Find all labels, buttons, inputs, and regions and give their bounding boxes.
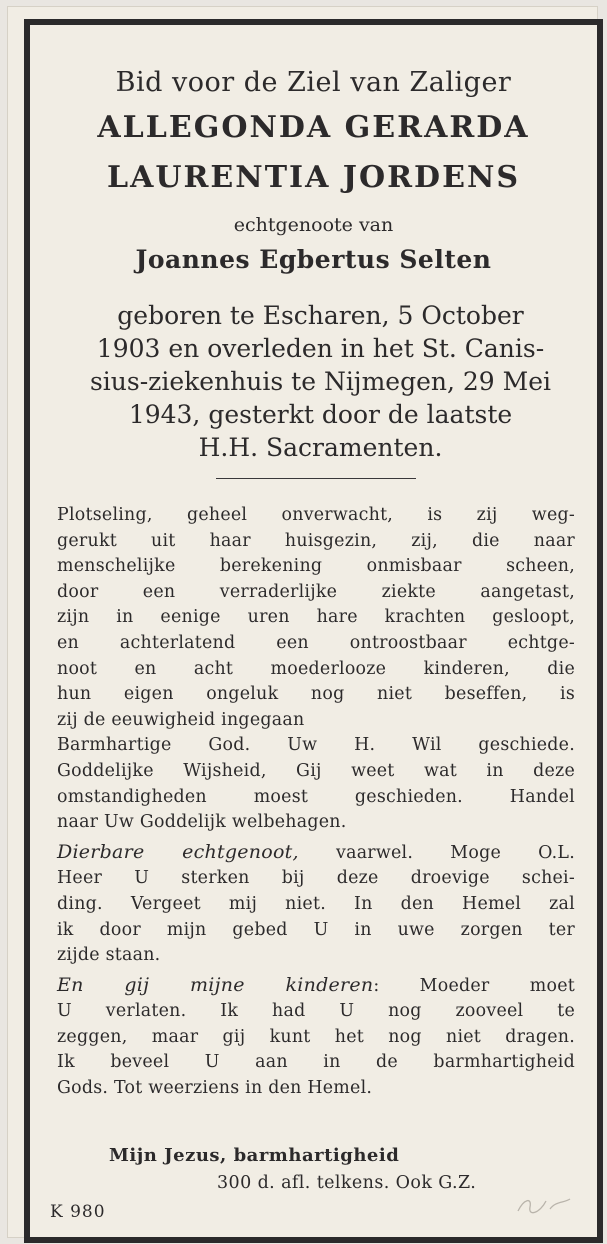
- spouse-address: Dierbare echtgenoot,: [57, 840, 299, 863]
- text-line: Barmhartige God. Uw H. Wil geschiede.: [57, 735, 575, 756]
- text-fragment: vaarwel. Moge O.L.: [336, 842, 575, 863]
- birth-death-line: 1943, gesterkt door de laatste: [128, 400, 513, 429]
- text-line: zijde staan.: [57, 945, 161, 966]
- text-line: door een verraderlijke ziekte aangetast,: [57, 581, 575, 602]
- text-line: noot en acht moederlooze kinderen, die: [57, 658, 575, 679]
- body-text: [57, 503, 575, 1102]
- paragraph-children: [57, 973, 575, 1102]
- text-fragment: : Moeder moet: [373, 975, 575, 996]
- birth-death-text: [64, 299, 577, 464]
- text-line: Gods. Tot weerziens in den Hemel.: [57, 1078, 373, 1099]
- deceased-name-line1: ALLEGONDA GERARDA: [97, 110, 530, 145]
- text-line: omstandigheden moest geschieden. Handel: [57, 786, 575, 807]
- relation-text: echtgenoote van: [233, 214, 394, 236]
- prayer-heading: Bid voor de Ziel van Zaliger: [115, 67, 512, 98]
- spouse-name: Joannes Egbertus Selten: [135, 245, 492, 274]
- birth-death-line: H.H. Sacramenten.: [198, 433, 443, 462]
- ejaculation-prayer: Mijn Jezus, barmhartigheid: [109, 1145, 400, 1166]
- children-address: En gij mijne kinderen: [57, 973, 374, 996]
- text-line: zeggen, maar gij kunt het nog niet dragen.: [57, 1026, 575, 1047]
- text-line: Goddelijke Wijsheid, Gij weet wat in deze: [57, 760, 575, 781]
- pencil-mark: [510, 1189, 580, 1219]
- text-line: zij de eeuwigheid ingegaan: [57, 709, 305, 730]
- text-line: en achterlatend een ontroostbaar echtge-: [57, 632, 575, 653]
- birth-death-line: 1903 en overleden in het St. Canis-: [96, 334, 545, 363]
- card-code: K 980: [50, 1202, 106, 1222]
- memorial-card: [7, 6, 598, 1238]
- text-line: Ik beveel U aan in de barmhartigheid: [57, 1052, 575, 1073]
- indulgence-note: 300 d. afl. telkens. Ook G.Z.: [217, 1173, 477, 1193]
- paragraph-spouse: [57, 840, 575, 969]
- text-line: ik door mijn gebed U in uwe zorgen ter: [57, 919, 575, 940]
- deceased-name-line2: LAURENTIA JORDENS: [106, 160, 521, 195]
- text-line: [57, 840, 575, 867]
- paragraph-farewell: [57, 503, 575, 836]
- birth-death-line: sius-ziekenhuis te Nijmegen, 29 Mei: [89, 367, 552, 396]
- text-line: [57, 973, 575, 1000]
- birth-death-line: geboren te Escharen, 5 October: [117, 301, 524, 330]
- text-line: Heer U sterken bij deze droevige schei-: [57, 868, 575, 889]
- text-line: naar Uw Goddelijk welbehagen.: [57, 812, 347, 833]
- text-line: U verlaten. Ik had U nog zooveel te: [57, 1001, 575, 1022]
- text-line: gerukt uit haar huisgezin, zij, die naar: [57, 530, 575, 551]
- card-border-frame: [24, 19, 603, 1243]
- divider-rule: [216, 478, 416, 479]
- text-line: ding. Vergeet mij niet. In den Hemel zal: [57, 893, 575, 914]
- text-line: hun eigen ongeluk nog niet beseffen, is: [57, 684, 575, 705]
- text-line: Plotseling, geheel onverwacht, is zij weg-: [57, 505, 575, 525]
- text-line: menschelijke berekening onmisbaar scheen,: [57, 556, 575, 577]
- text-line: zijn in eenige uren hare krachten gesloopt,: [57, 607, 575, 628]
